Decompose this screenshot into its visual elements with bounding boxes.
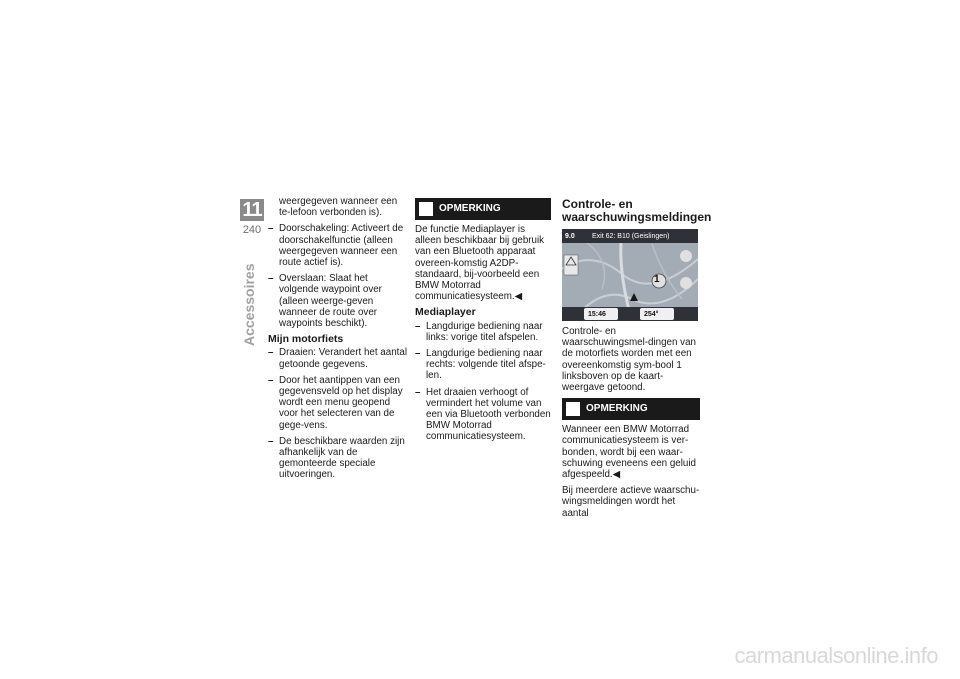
note-box: [562, 398, 700, 420]
note-label: OPMERKING: [586, 403, 648, 415]
time-readout: 15:46: [588, 311, 606, 318]
callout-marker: 1: [654, 274, 660, 285]
note-text: De functie Mediaplayer is alleen beschikbaar bij gebruik van een Bluetooth apparaat overeen-komstig A2DP-standaard, bij-voorbeeld een BMW Motorrad communicatiesysteem.◀: [415, 224, 545, 303]
watermark: carmanualsonline.info: [734, 643, 938, 668]
distance-readout: 9.0: [565, 233, 575, 240]
column-3: [562, 197, 712, 524]
map-image: [562, 229, 698, 321]
chapter-title: Accessoires: [241, 263, 257, 346]
note-label: OPMERKING: [439, 203, 501, 214]
note-box: [415, 198, 551, 220]
section-heading: Mediaplayer: [415, 306, 476, 319]
note-text: Wanneer een BMW Motorrad communicatiesysteem is ver-bonden, wordt bij een waar-schuwing eveneens een geluid afgespeeld.◀: [562, 424, 696, 481]
list-item: – Draaien: Verandert het aantal getoonde gegevens.: [268, 347, 407, 370]
list-item: – De beschikbare waarden zijn afhankelijk van de gemonteerde speciale uitvoeringen.: [268, 435, 405, 481]
paragraph: Bij meerdere actieve waarschu-wingsmeldingen wordt het aantal: [562, 485, 700, 519]
intro-text: weergegeven wanneer een te-lefoon verbonden is).: [279, 196, 398, 219]
list-item: – Langdurige bediening naar links: vorige titel afspelen.: [415, 320, 543, 343]
section-heading: Mijn motorfiets: [268, 333, 344, 346]
list-item: – Langdurige bediening naar rechts: volgende titel afspe-len.: [415, 348, 546, 382]
list-item: – Doorschakeling: Activeert de doorschakelfunctie (alleen weergegeven wanneer een route actief is).: [268, 223, 404, 269]
page-number: 240: [242, 224, 262, 236]
navigation-screenshot: [562, 229, 698, 321]
chapter-number: 11: [240, 199, 264, 221]
column-1: [268, 196, 408, 486]
note-icon: [419, 202, 433, 216]
heading-readout: 254°: [644, 311, 659, 318]
column-2: [415, 198, 551, 448]
note-icon: [566, 402, 580, 416]
list-item: – Het draaien verhoogt of vermindert het volume van een via Bluetooth verbonden BMW Motorrad communicatiesysteem.: [415, 386, 551, 443]
paragraph: Controle- en waarschuwingsmel-dingen van de motorfiets worden met een overeenkomstig sym-bool 1 linksboven op de kaart-weergave getoond.: [562, 326, 696, 394]
road-name: Exit 62: B10 (Geislingen): [592, 233, 670, 240]
list-item: – Overslaan: Slaat het volgende waypoint over (alleen weerge-geven wanneer de route over waypoints beschikt).: [268, 273, 382, 330]
section-heading: Controle- en waarschuwingsmeldingen: [562, 197, 712, 224]
list-item: – Door het aantippen van een gegevensveld op het display wordt een menu geopend voor het selecteren van de gege-vens.: [268, 374, 403, 431]
